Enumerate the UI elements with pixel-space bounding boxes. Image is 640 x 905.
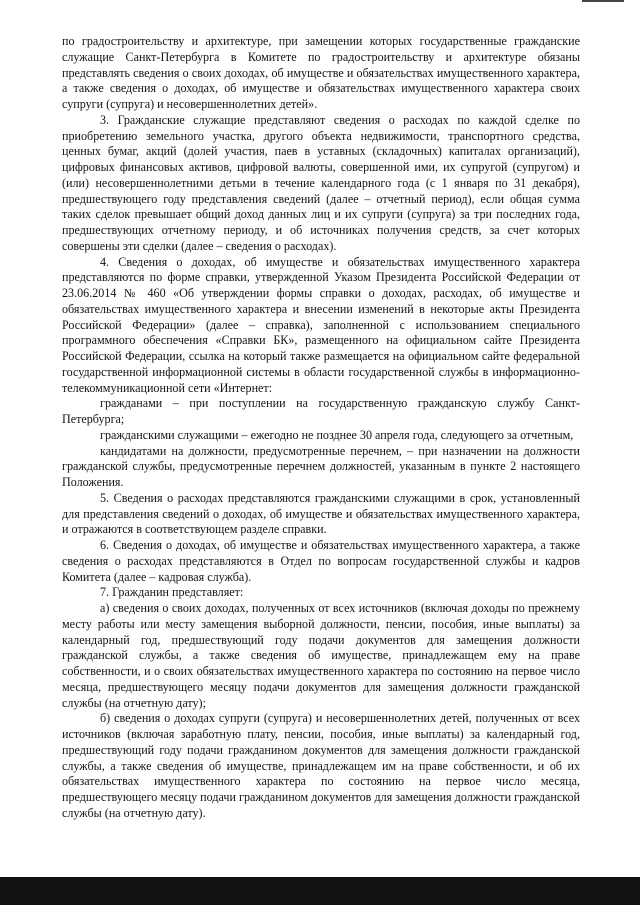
paragraph-intro-continuation: по градостроительству и архитектуре, при замещении которых государственные гражданские служащие Санкт-Петербурга в Комитете по градостроительству и архитектуре обязаны представлять сведения о своих доходах, об имуществе и обязательствах имущественного характера, а также сведения о доходах, об имуществе и обязательствах имущественного характера своих супруги (супруга) и несовершеннолетних детей». — [62, 34, 580, 111]
paragraph-4: 4. Сведения о доходах, об имуществе и обязательствах имущественного характера представляются по форме справки, утвержденной Указом Президента Российской Федерации от 23.06.2014 № 460 «Об утверждении формы справки о доходах, расходах, об имуществе и обязательствах имущественного характера и внесении изменений в некоторые акты Президента Российской Федерации» (далее – справка), заполненной с использованием специального программного обеспечения «Справки БК», размещенного на официальном сайте Президента Российской Федерации, ссылка на который также размещается на официальном сайте федеральной государственной информационной системы в области государственной службы в информационно-телекоммуникационной сети «Интернет: — [62, 254, 580, 395]
paragraph-4-citizens: гражданами – при поступлении на государственную гражданскую службу Санкт-Петербурга; — [62, 396, 580, 426]
paragraph-4-candidates: кандидатами на должности, предусмотренные перечнем, – при назначении на должности гражданской службы, предусмотренные перечнем должностей, указанным в пункте 2 настоящего Положения. — [62, 443, 580, 489]
paragraph-6: 6. Сведения о доходах, об имуществе и обязательствах имущественного характера, а также сведения о расходах представляются в Отдел по вопросам государственной службы и кадров Комитета (далее – кадровая служба). — [62, 538, 580, 584]
paragraph-4-civil-servants: гражданскими служащими – ежегодно не позднее 30 апреля года, следующего за отчетным, — [100, 427, 574, 442]
paragraph-7: 7. Гражданин представляет: — [100, 585, 244, 600]
paragraph-7a: а) сведения о своих доходах, полученных от всех источников (включая доходы по прежнему месту работы или месту замещения выборной должности, пенсии, пособия, иные выплаты) за календарный год, предшествующий году подачи документов для замещения должности гражданской службы, а также сведения об имуществе, принадлежащем ему на праве собственности, и о своих обязательствах имущественного характера по состоянию на первое число месяца, предшествующего месяцу подачи документов для замещения должности гражданской службы (на отчетную дату); — [62, 601, 580, 710]
scan-edge-mark — [582, 0, 624, 2]
paragraph-5: 5. Сведения о расходах представляются гражданскими служащими в срок, установленный для представления сведений о доходах, об имуществе и обязательствах имущественного характера, и отражаются в соответствующем разделе справки. — [62, 490, 580, 537]
paragraph-3: 3. Гражданские служащие представляют сведения о расходах по каждой сделке по приобретению земельного участка, другого объекта недвижимости, транспортного средства, ценных бумаг, акций (долей участия, паев в уставных (складочных) капиталах организаций), цифровых финансовых активов, цифровой валюты, совершенной ими, их супругой (супругом) и (или) несовершеннолетними детьми в течение календарного года (с 1 января по 31 декабря), предшествующего году представления сведений (далее – отчетный период), если общая сумма таких сделок превышает общий доход данных лиц и их супруги (супруга) за три последних года, предшествующих отчетному периоду, и об источниках получения средств, за счет которых совершены эти сделки (далее – сведения о расходах). — [62, 112, 580, 253]
paragraph-7b: б) сведения о доходах супруги (супруга) и несовершеннолетних детей, полученных от всех источников (включая заработную плату, пенсии, пособия, иные выплаты) за календарный год, предшествующий году подачи гражданином документов для замещения должности гражданской службы, а также сведения об имуществе, принадлежащем им на праве собственности, и об их обязательствах имущественного характера по состоянию на первое число месяца, предшествующего месяцу подачи гражданином документов для замещения должности гражданской службы (на отчетную дату). — [62, 711, 580, 820]
scan-bottom-edge — [0, 877, 640, 905]
document-page — [62, 34, 580, 822]
